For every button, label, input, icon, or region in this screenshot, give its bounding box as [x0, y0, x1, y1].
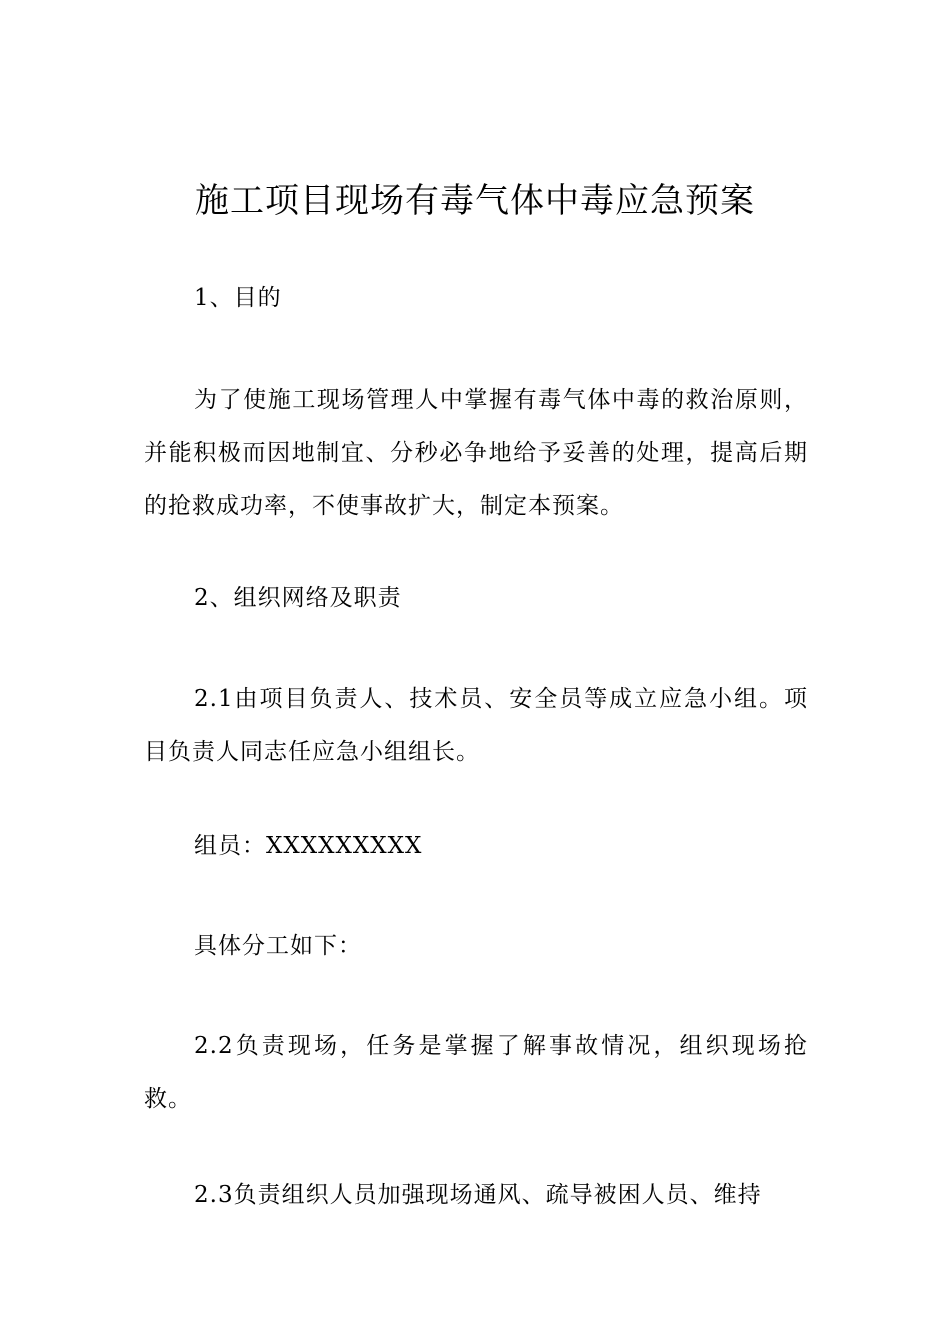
purpose-paragraph: 为了使施工现场管理人中掌握有毒气体中毒的救治原则，并能积极而因地制宜、分秒必争地给予妥善的处理，提高后期的抢救成功率，不使事故扩大，制定本预案。 — [144, 387, 808, 519]
section-heading-organization: 2、组织网络及职责 — [194, 585, 402, 611]
members-line: 组员：XXXXXXXXX — [194, 833, 423, 859]
paragraph-2-1: 2.1由项目负责人、技术员、安全员等成立应急小组。项目负责人同志任应急小组组长。 — [144, 686, 808, 765]
paragraph-2-2: 2.2负责现场，任务是掌握了解事故情况，组织现场抢救。 — [144, 1033, 808, 1112]
section-heading-purpose: 1、目的 — [194, 285, 282, 311]
division-intro: 具体分工如下： — [194, 933, 362, 959]
document-title: 施工项目现场有毒气体中毒应急预案 — [195, 181, 755, 221]
paragraph-2-3: 2.3负责组织人员加强现场通风、疏导被困人员、维持 — [194, 1182, 762, 1208]
